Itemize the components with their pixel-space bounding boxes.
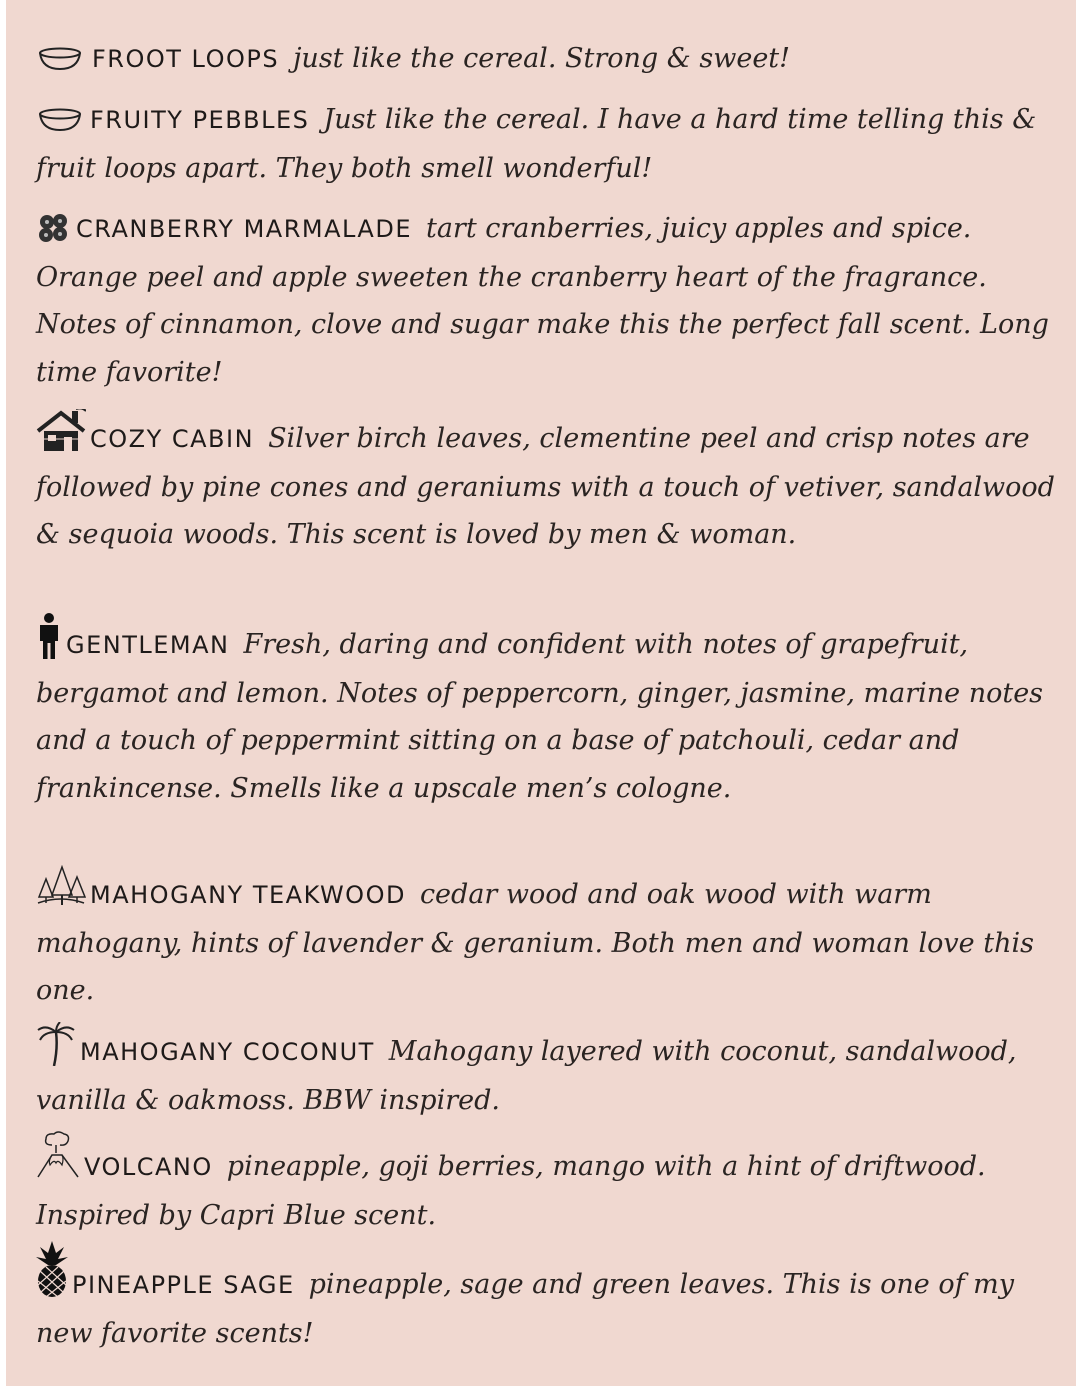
scent-entry-froot-loops xyxy=(36,35,1056,84)
pineapple-icon xyxy=(36,1241,68,1299)
scent-entry-gentleman xyxy=(36,613,1056,812)
palm-tree-icon xyxy=(36,1022,76,1066)
scent-name: MAHOGANY TEAKWOOD xyxy=(90,881,406,909)
cereal-bowl-icon xyxy=(36,47,88,73)
scent-description: Silver birch leaves, clementine peel and crisp notes are followed by pine cones and geraniums with a touch of vetiver, sandalwood & sequoia woods. This scent is loved by men & woman. xyxy=(36,423,1055,550)
scent-entry-mahogany-teakwood xyxy=(36,865,1056,1015)
scent-entry-cozy-cabin xyxy=(36,409,1056,559)
scent-name: VOLCANO xyxy=(84,1153,213,1181)
scent-description: Just like the cereal. I have a hard time telling this & fruit loops apart. They both smell wonderful! xyxy=(36,104,1037,184)
scent-entry-volcano xyxy=(36,1131,1056,1239)
scent-entry-fruity-pebbles xyxy=(36,96,1056,192)
scent-name: GENTLEMAN xyxy=(66,631,230,659)
scent-entry-cranberry-marmalade xyxy=(36,205,1056,396)
scent-name: MAHOGANY COCONUT xyxy=(80,1038,375,1066)
cereal-bowl-icon xyxy=(36,108,86,134)
scent-name: FRUITY PEBBLES xyxy=(90,106,310,134)
scent-description: Fresh, daring and confident with notes of grapefruit, bergamot and lemon. Notes of peppercorn, ginger, jasmine, marine notes and a touch of peppermint sitting on a base of patchouli, cedar and frankincense. Smells like a upscale men’s cologne. xyxy=(36,629,1044,804)
scent-name: PINEAPPLE SAGE xyxy=(72,1271,295,1299)
forest-icon xyxy=(36,865,86,909)
scent-entry-pineapple-sage xyxy=(36,1241,1056,1357)
scent-description: tart cranberries, juicy apples and spice. Orange peel and apple sweeten the cranberry heart of the fragrance. Notes of cinnamon, clove and sugar make this the perfect fall scent. Long time favorite! xyxy=(36,213,1049,388)
volcano-icon xyxy=(36,1131,80,1181)
scent-description: cedar wood and oak wood with warm mahogany, hints of lavender & geranium. Both men and woman love this one. xyxy=(36,879,1034,1006)
cranberries-icon xyxy=(36,213,72,243)
scent-name: CRANBERRY MARMALADE xyxy=(76,215,412,243)
man-icon xyxy=(36,613,62,659)
scent-description: Mahogany layered with coconut, sandalwood, vanilla & oakmoss. BBW inspired. xyxy=(36,1036,1017,1116)
scent-name: COZY CABIN xyxy=(90,425,255,453)
cabin-icon xyxy=(36,409,86,453)
scent-description: pineapple, goji berries, mango with a hint of driftwood. Inspired by Capri Blue scent. xyxy=(36,1151,986,1231)
scent-entry-mahogany-coconut xyxy=(36,1022,1056,1124)
scent-description: just like the cereal. Strong & sweet! xyxy=(293,43,790,74)
scent-name: FROOT LOOPS xyxy=(92,45,280,73)
scent-list-page xyxy=(6,0,1076,1386)
scent-description: pineapple, sage and green leaves. This is one of my new favorite scents! xyxy=(36,1269,1015,1349)
